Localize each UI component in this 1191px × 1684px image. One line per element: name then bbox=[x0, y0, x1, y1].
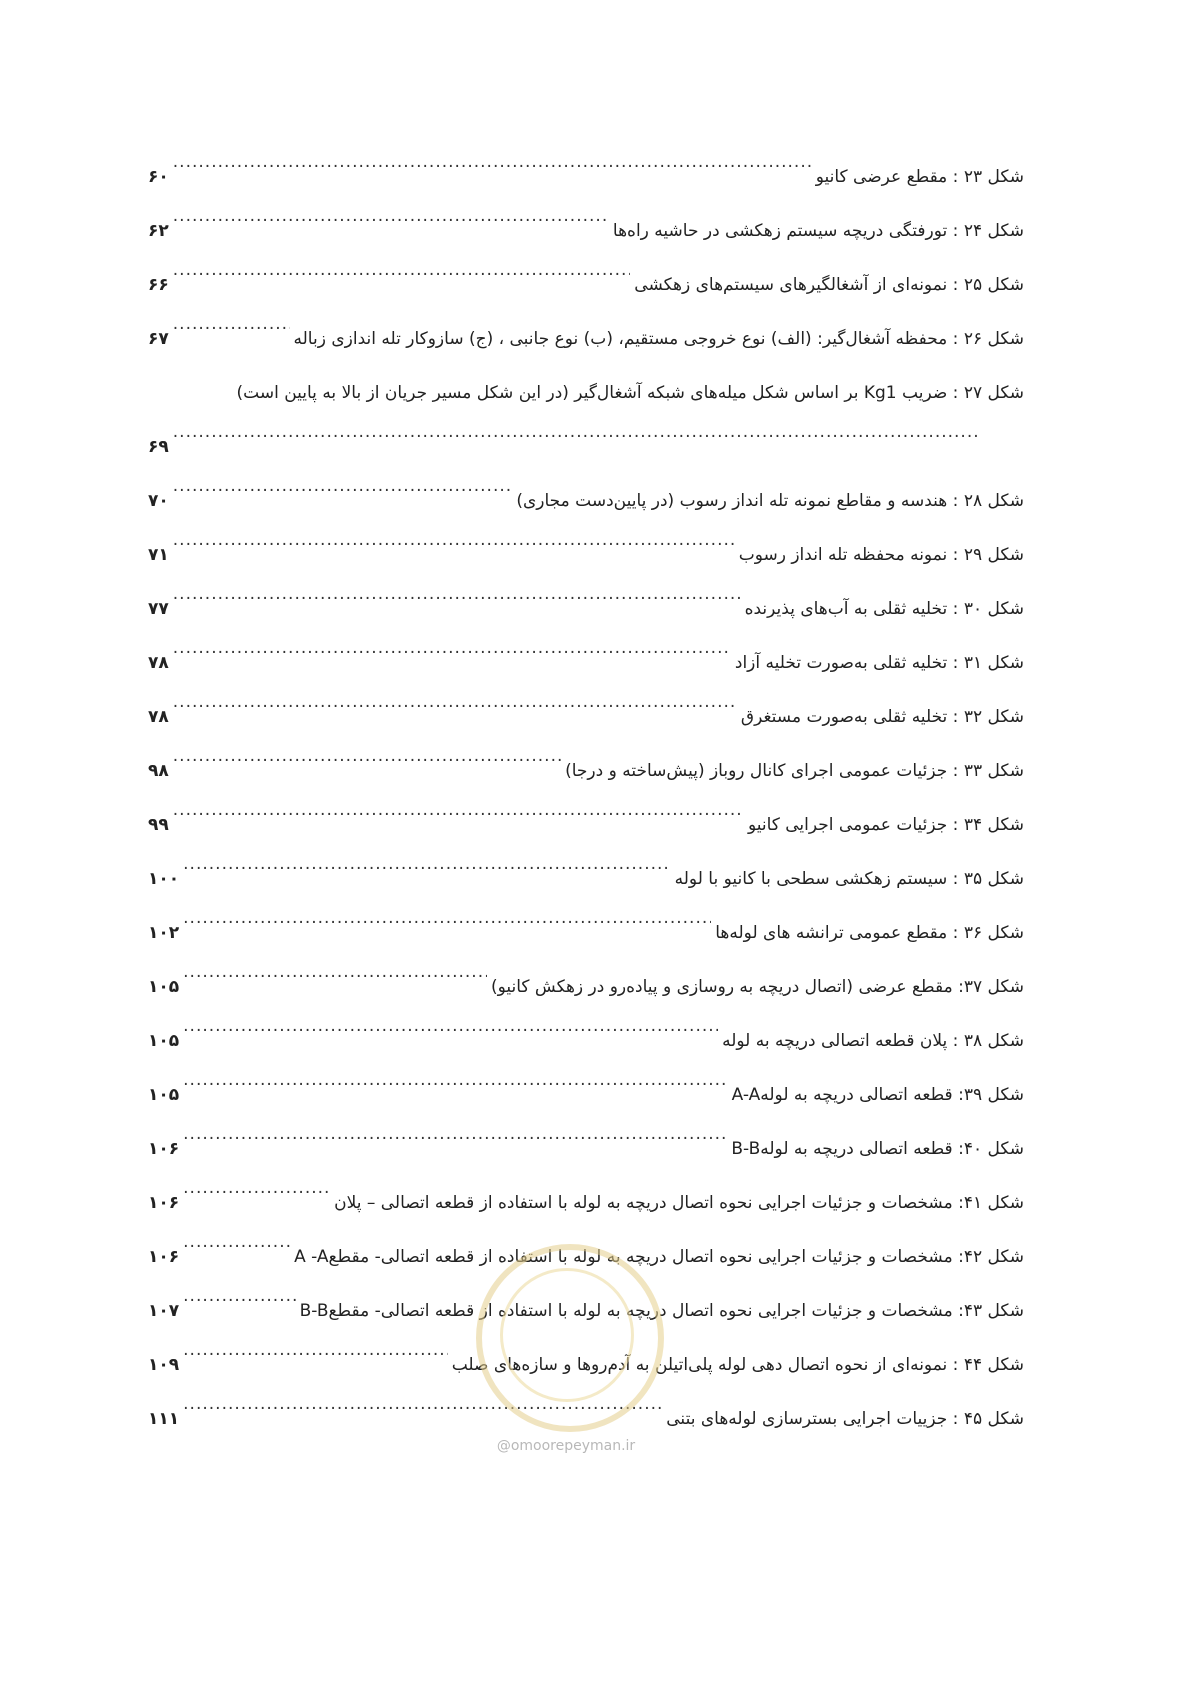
entry-title: شکل ۲۷ : ضریب Kg1 بر اساس شکل میله‌های شبکه آشغال‌گیر (در این شکل مسیر جریان از بالا به پایین است) bbox=[236, 383, 1024, 403]
dot-leader bbox=[173, 304, 290, 344]
toc-entry[interactable] bbox=[148, 1168, 1024, 1213]
entry-title: شکل ۳۱ : تخلیه ثقلی به‌صورت تخلیه آزاد bbox=[734, 653, 1024, 673]
dot-leader bbox=[183, 1168, 330, 1208]
entry-page-number: ۹۸ bbox=[148, 761, 169, 781]
entry-title: شکل ۲۴ : تورفتگی دریچه سیستم زهکشی در حاشیه راه‌ها bbox=[612, 221, 1024, 241]
entry-page-number: ۱۰۷ bbox=[148, 1301, 180, 1321]
entry-page-number: ۷۸ bbox=[148, 707, 169, 727]
toc-entry[interactable] bbox=[148, 466, 1024, 511]
toc-entry[interactable] bbox=[148, 304, 1024, 349]
entry-title: شکل ۳۹: قطعه اتصالی دریچه به لولهA-A bbox=[731, 1085, 1024, 1105]
entry-page-number: ۱۰۶ bbox=[148, 1193, 180, 1213]
entry-title: شکل ۳۰ : تخلیه ثقلی به آب‌های پذیرنده bbox=[744, 599, 1024, 619]
dot-leader bbox=[183, 1114, 727, 1154]
entry-title: شکل ۳۷: مقطع عرضی (اتصال دریچه به روسازی و پیاده‌رو در زهکش کانیو) bbox=[490, 977, 1024, 997]
dot-leader bbox=[173, 520, 735, 560]
entry-page-number: ۱۱۱ bbox=[148, 1409, 180, 1429]
entry-title: شکل ۲۵ : نمونه‌ای از آشغالگیرهای سیستم‌های زهکشی bbox=[634, 275, 1024, 295]
toc-entry[interactable] bbox=[148, 142, 1024, 187]
entry-page-number: ۱۰۵ bbox=[148, 977, 180, 997]
dot-leader bbox=[173, 466, 513, 506]
entry-title: شکل ۴۱: مشخصات و جزئیات اجرایی نحوه اتصال دریچه به لوله با استفاده از قطعه اتصالی – پلان bbox=[334, 1193, 1024, 1213]
entry-title: شکل ۳۵ : سیستم زهکشی سطحی با کانیو با لوله bbox=[674, 869, 1024, 889]
entry-title: شکل ۲۶ : محفظه آشغال‌گیر: (الف) نوع خروجی مستقیم، (ب) نوع جانبی ، (ج) سازوکار تله اندازی زباله bbox=[293, 329, 1024, 349]
dot-leader bbox=[183, 1276, 296, 1316]
toc-entry[interactable] bbox=[148, 628, 1024, 673]
entry-title: شکل ۲۹ : نمونه محفظه تله انداز رسوب bbox=[738, 545, 1024, 565]
dot-leader bbox=[173, 736, 561, 776]
entry-page-number: ۱۰۵ bbox=[148, 1031, 180, 1051]
entry-page-number: ۶۹ bbox=[148, 437, 169, 457]
entry-page-number: ۹۹ bbox=[148, 815, 169, 835]
entry-page-number: ۷۰ bbox=[148, 491, 169, 511]
dot-leader bbox=[183, 1222, 290, 1262]
toc-entry[interactable] bbox=[148, 196, 1024, 241]
entry-page-number: ۱۰۲ bbox=[148, 923, 180, 943]
entry-title: شکل ۳۳ : جزئیات عمومی اجرای کانال روباز (پیش‌ساخته و درجا) bbox=[565, 761, 1024, 781]
entry-title: شکل ۴۳: مشخصات و جزئیات اجرایی نحوه اتصال دریچه به لوله با استفاده از قطعه اتصالی- مقطعB-B bbox=[299, 1301, 1024, 1321]
toc-entry-continuation[interactable] bbox=[148, 412, 984, 457]
entry-page-number: ۷۷ bbox=[148, 599, 169, 619]
entry-page-number: ۱۰۶ bbox=[148, 1139, 180, 1159]
entry-title: شکل ۳۶ : مقطع عمومی ترانشه های لوله‌ها bbox=[715, 923, 1024, 943]
entry-page-number: ۱۰۹ bbox=[148, 1355, 180, 1375]
watermark-seal bbox=[476, 1244, 664, 1432]
entry-title: شکل ۴۴ : نمونه‌ای از نحوه اتصال دهی لوله پلی‌اتیلن به آدم‌روها و سازه‌های صلب bbox=[451, 1355, 1024, 1375]
entry-page-number: ۶۶ bbox=[148, 275, 169, 295]
entry-title: شکل ۲۳ : مقطع عرضی کانیو bbox=[815, 167, 1024, 187]
entry-title: شکل ۳۲ : تخلیه ثقلی به‌صورت مستغرق bbox=[740, 707, 1024, 727]
dot-leader bbox=[183, 1330, 448, 1370]
toc-entry[interactable] bbox=[148, 574, 1024, 619]
dot-leader bbox=[173, 574, 741, 614]
dot-leader bbox=[152, 358, 233, 398]
dot-leader bbox=[173, 142, 812, 182]
entry-page-number: ۷۸ bbox=[148, 653, 169, 673]
toc-entry[interactable] bbox=[148, 736, 1024, 781]
entry-page-number: ۱۰۰ bbox=[148, 869, 180, 889]
dot-leader bbox=[183, 1006, 718, 1046]
watermark-url: @omoorepeyman.ir bbox=[496, 1438, 636, 1454]
entry-title: شکل ۴۰: قطعه اتصالی دریچه به لولهB-B bbox=[731, 1139, 1024, 1159]
entry-page-number: ۱۰۵ bbox=[148, 1085, 180, 1105]
dot-leader bbox=[183, 952, 487, 992]
toc-entry[interactable] bbox=[148, 250, 1024, 295]
dot-leader bbox=[173, 412, 980, 452]
watermark-seal-inner-ring bbox=[500, 1268, 634, 1402]
dot-leader bbox=[183, 898, 711, 938]
toc-entry[interactable] bbox=[148, 1006, 1024, 1051]
toc-entry[interactable] bbox=[148, 520, 1024, 565]
entry-page-number: ۷۱ bbox=[148, 545, 169, 565]
entry-title: شکل ۴۲: مشخصات و جزئیات اجرایی نحوه اتصال دریچه به لوله با استفاده از قطعه اتصالی- مقطعA -A bbox=[294, 1247, 1024, 1267]
toc-entry[interactable] bbox=[148, 1060, 1024, 1105]
toc-entry[interactable] bbox=[148, 358, 1024, 403]
toc-entry[interactable] bbox=[148, 1114, 1024, 1159]
entry-page-number: ۶۲ bbox=[148, 221, 169, 241]
dot-leader bbox=[173, 196, 609, 236]
toc-entry[interactable] bbox=[148, 682, 1024, 727]
entry-title: شکل ۴۵ : جزییات اجرایی بسترسازی لوله‌های بتنی bbox=[666, 1409, 1024, 1429]
dot-leader bbox=[183, 1060, 727, 1100]
toc-entry[interactable] bbox=[148, 898, 1024, 943]
toc-entry[interactable] bbox=[148, 790, 1024, 835]
dot-leader bbox=[173, 790, 744, 830]
entry-title: شکل ۳۸ : پلان قطعه اتصالی دریچه به لوله bbox=[722, 1031, 1024, 1051]
dot-leader bbox=[173, 682, 737, 722]
entry-title: شکل ۲۸ : هندسه و مقاطع نمونه تله انداز رسوب (در پایین‌دست مجاری) bbox=[516, 491, 1024, 511]
entry-page-number: ۱۰۶ bbox=[148, 1247, 180, 1267]
entry-page-number: ۶۰ bbox=[148, 167, 169, 187]
dot-leader bbox=[173, 250, 631, 290]
dot-leader bbox=[183, 844, 671, 884]
entry-title: شکل ۳۴ : جزئیات عمومی اجرایی کانیو bbox=[747, 815, 1024, 835]
entry-page-number: ۶۷ bbox=[148, 329, 169, 349]
toc-entry[interactable] bbox=[148, 844, 1024, 889]
dot-leader bbox=[173, 628, 731, 668]
toc-entry[interactable] bbox=[148, 952, 1024, 997]
